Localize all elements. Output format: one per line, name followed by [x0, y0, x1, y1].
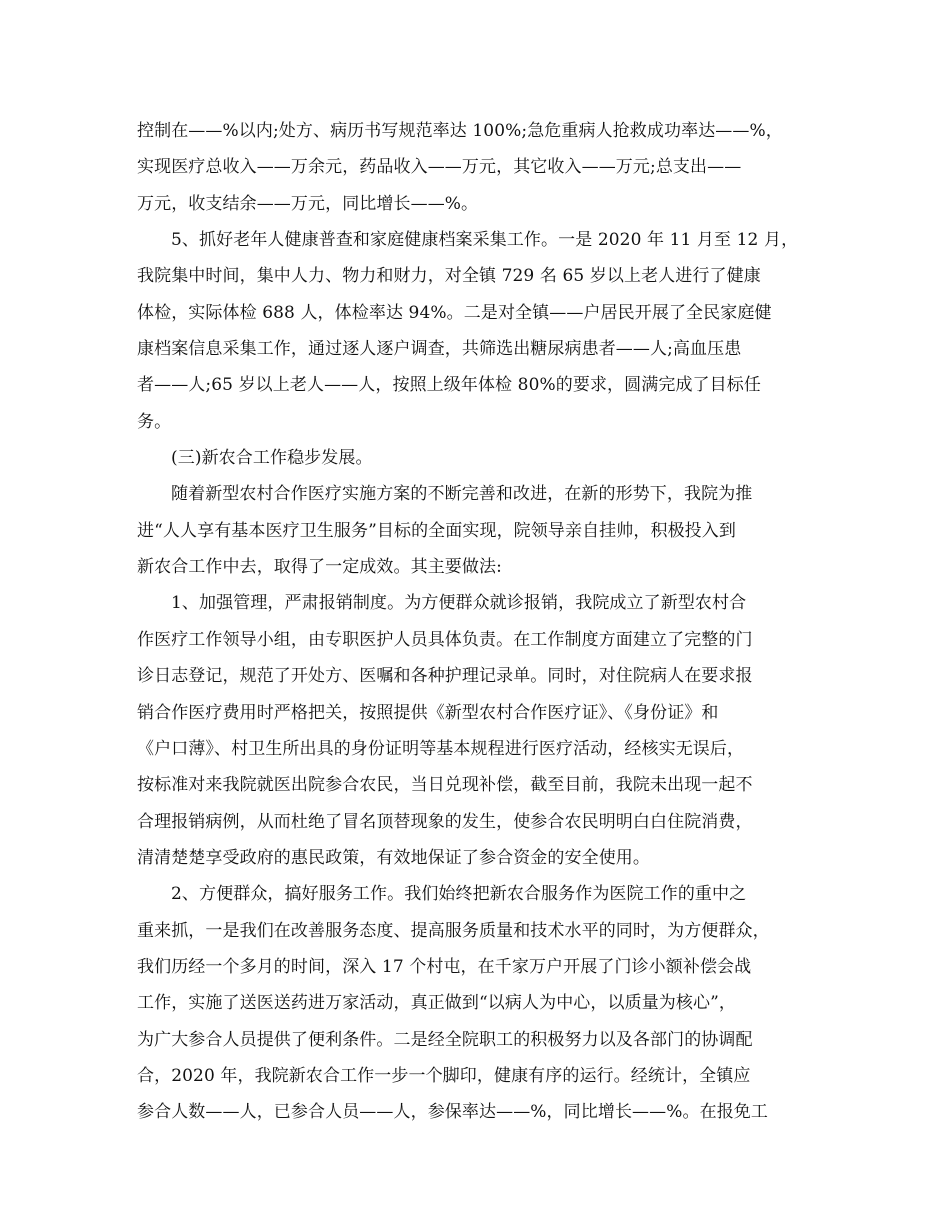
text-line: 务。: [137, 411, 172, 432]
text-line: 实现医疗总收入——万余元，药品收入——万元，其它收入——万元;总支出——: [137, 157, 742, 178]
paragraph-start-line: 2、方便群众，搞好服务工作。我们始终把新农合服务作为医院工作的重中之: [171, 884, 747, 905]
text-line: 体检，实际体检 688 人，体检率达 94%。二是对全镇——户居民开展了全民家庭健: [137, 302, 772, 323]
section-heading: (三)新农合工作稳步发展。: [171, 448, 373, 469]
text-line: 参合人数——人，已参合人员——人，参保率达——%，同比增长——%。在报免工: [137, 1102, 769, 1123]
paragraph-start-line: 1、加强管理，严肃报销制度。为方便群众就诊报销，我院成立了新型农村合: [171, 593, 747, 614]
text-line: 工作，实施了送医送药进万家活动，真正做到“以病人为中心，以质量为核心”，: [137, 993, 736, 1014]
text-line: 诊日志登记，规范了开处方、医嘱和各种护理记录单。同时，对住院病人在要求报: [137, 666, 753, 687]
text-line: 控制在——%以内;处方、病历书写规范率达 100%;急危重病人抢救成功率达——%，: [137, 121, 783, 141]
paragraph-start-line: 随着新型农村合作医疗实施方案的不断完善和改进，在新的形势下，我院为推: [171, 484, 753, 505]
document-body: [137, 113, 817, 1131]
text-line: 进“人人享有基本医疗卫生服务”目标的全面实现，院领导亲自挂帅，积极投入到: [137, 520, 736, 541]
text-line: 重来抓，一是我们在改善服务态度、提高服务质量和技术水平的同时，为方便群众，: [137, 920, 770, 941]
paragraph-start-line: 5、抓好老年人健康普查和家庭健康档案采集工作。一是 2020 年 11 月至 12 月，: [171, 230, 799, 251]
text-line: 新农合工作中去，取得了一定成效。其主要做法:: [137, 557, 502, 578]
text-line: 合理报销病例，从而杜绝了冒名顶替现象的发生，使参合农民明明白白住院消费，: [137, 811, 753, 832]
text-line: 清清楚楚享受政府的惠民政策，有效地保证了参合资金的安全使用。: [137, 847, 650, 868]
text-line: 万元，收支结余——万元，同比增长——%。: [137, 193, 479, 214]
text-line: 销合作医疗费用时严格把关，按照提供《新型农村合作医疗证》、《身份证》和: [137, 702, 719, 723]
text-line: 我院集中时间，集中人力、物力和财力，对全镇 729 名 65 岁以上老人进行了健康: [137, 266, 761, 287]
text-line: 康档案信息采集工作，通过逐人逐户调查，共筛选出糖尿病患者——人;高血压患: [137, 339, 742, 360]
text-line: 合，2020 年，我院新农合工作一步一个脚印，健康有序的运行。经统计，全镇应: [137, 1065, 751, 1086]
text-line: 者——人;65 岁以上老人——人，按照上级年体检 80%的要求，圆满完成了目标任: [137, 375, 761, 396]
text-line: 按标准对来我院就医出院参合农民，当日兑现补偿，截至目前，我院未出现一起不: [137, 775, 753, 796]
text-line: 《户口薄》、村卫生所出具的身份证明等基本规程进行医疗活动，经核实无误后，: [137, 738, 745, 759]
text-line: 作医疗工作领导小组，由专职医护人员具体负责。在工作制度方面建立了完整的门: [137, 629, 753, 650]
text-line: 为广大参合人员提供了便利条件。二是经全院职工的积极努力以及各部门的协调配: [137, 1029, 753, 1050]
text-line: 我们历经一个多月的时间，深入 17 个村屯，在千家万户开展了门诊小额补偿会战: [137, 956, 752, 977]
